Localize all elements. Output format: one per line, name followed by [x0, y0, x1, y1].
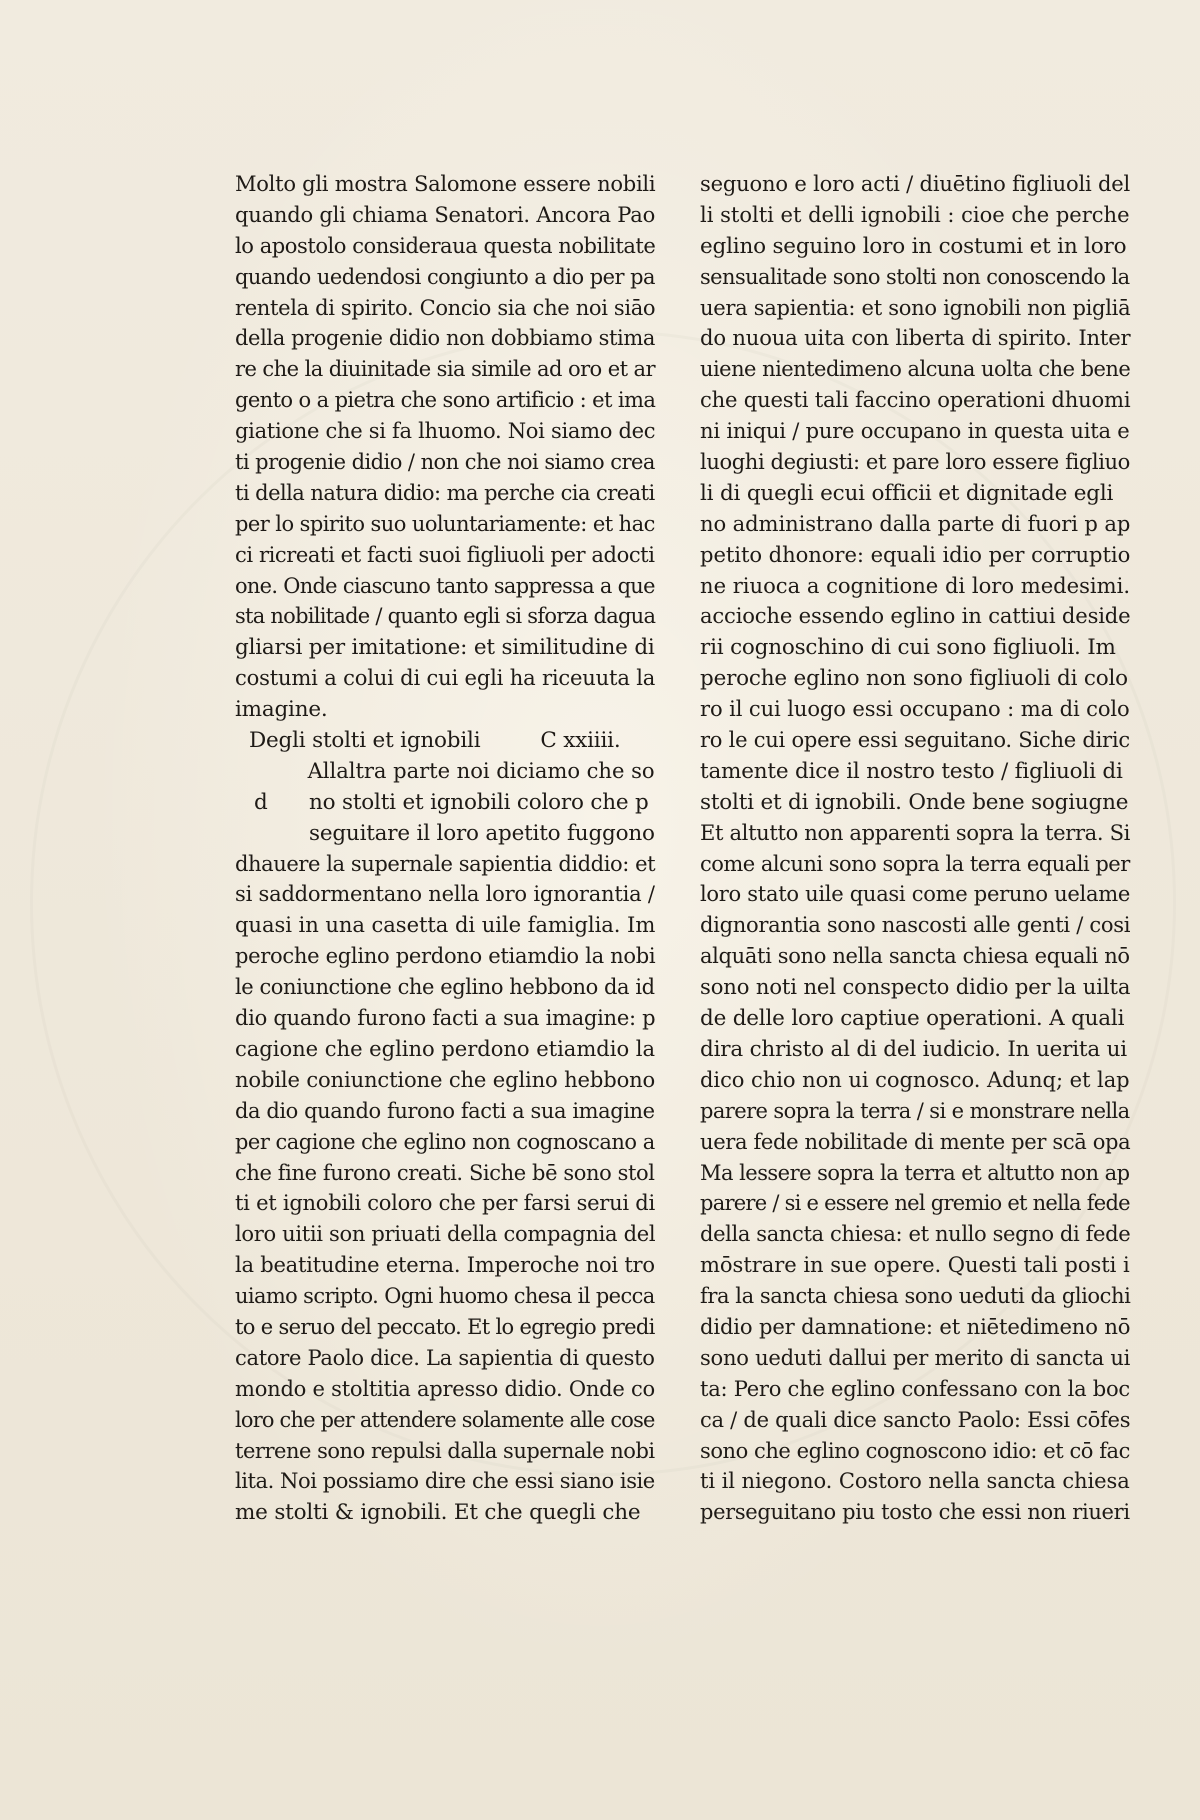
text-line: didio per damnatione: et niētedimeno nō	[700, 1314, 1131, 1340]
text-line: della sancta chiesa: et nullo segno di fede	[700, 1222, 1131, 1248]
text-line: de delle loro captiue operationi. A quali	[700, 1006, 1125, 1032]
text-line: luoghi degiusti: et pare loro essere figliuo	[700, 450, 1130, 476]
text-line: cagione che eglino perdono etiamdio la	[235, 1036, 656, 1062]
text-line: quando uedendosi congiunto a dio per pa	[235, 264, 655, 290]
text-line: terrene sono repulsi dalla supernale nobi	[235, 1438, 655, 1464]
text-line: seguono e loro acti / diuētino figliuoli del	[700, 172, 1131, 197]
text-line: do nuoua uita con liberta di spirito. Inter	[700, 326, 1131, 352]
text-line: li stolti et delli ignobili : cioe che perche	[700, 202, 1130, 228]
text-line: petito dhonore: equali idio per corruptio	[700, 542, 1131, 568]
text-line: dignorantia sono nascosti alle genti / cosi	[700, 913, 1131, 939]
text-line: sensualitade sono stolti non conoscendo la	[700, 264, 1130, 290]
text-line: ta: Pero che eglino confessano con la boc	[700, 1376, 1130, 1402]
text-line: ti progenie didio / non che noi siamo crea	[235, 450, 655, 476]
text-line: per cagione che eglino non cognoscano a	[235, 1129, 655, 1155]
text-line: uiamo scripto. Ogni huomo chesa il pecca	[235, 1284, 655, 1310]
text-line: Ma lessere sopra la terra et altutto non ap	[700, 1160, 1130, 1186]
text-line: costumi a colui di cui egli ha riceuuta la	[235, 666, 656, 692]
text-line: nobile coniunctione che eglino hebbono	[235, 1067, 656, 1093]
text-line: ca / de quali dice sancto Paolo: Essi cōfes	[700, 1407, 1131, 1433]
text-line: dio quando furono facti a sua imagine: p	[235, 1006, 656, 1032]
text-line: parere / si e essere nel gremio et nella fede	[700, 1191, 1130, 1217]
text-line: dico chio non ui cognosco. Adunq; et lap	[700, 1067, 1130, 1093]
text-line: one. Onde ciascuno tanto sappressa a que	[235, 573, 655, 599]
text-line: peroche eglino non sono figliuoli di colo	[700, 666, 1128, 692]
text-line: imagine.	[235, 697, 328, 723]
text-line: ro le cui opere essi seguitano. Siche diric	[700, 728, 1130, 754]
text-line: Et altutto non apparenti sopra la terra. Si	[700, 820, 1131, 846]
text-line: sono noti nel conspecto didio per la uilta	[700, 975, 1131, 1001]
text-line: rentela di spirito. Concio sia che noi siāo	[235, 295, 656, 321]
text-line: sono che eglino cognoscono idio: et cō fac	[700, 1438, 1130, 1464]
chapter-title: Degli stolti et ignobili	[249, 728, 481, 754]
text-line: la beatitudine eterna. Imperoche noi tro	[235, 1253, 655, 1279]
text-line: per lo spirito suo uoluntariamente: et hac	[235, 511, 655, 537]
text-line: alquāti sono nella sancta chiesa equali nō	[700, 944, 1130, 970]
text-line: dira christo al di del iudicio. In uerita ui	[700, 1036, 1127, 1062]
text-line: ti et ignobili coloro che per farsi serui di	[235, 1191, 655, 1217]
text-line: peroche eglino perdono etiamdio la nobi	[235, 944, 656, 970]
text-line: me stolti & ignobili. Et che quegli che	[235, 1500, 641, 1526]
text-line: mondo e stoltitia apresso didio. Onde co	[235, 1376, 655, 1402]
text-line: lo apostolo consideraua questa nobilitate	[235, 233, 656, 259]
text-line: ro il cui luogo essi occupano : ma di colo	[700, 697, 1130, 723]
text-line: tamente dice il nostro testo / figliuoli di	[700, 758, 1123, 784]
chapter-number: C xxiiii.	[540, 728, 621, 754]
text-line: ti della natura didio: ma perche cia creati	[235, 480, 655, 506]
text-line: giatione che si fa lhuomo. Noi siamo dec	[235, 419, 656, 445]
text-line: Molto gli mostra Salomone essere nobili	[235, 172, 656, 197]
text-line: ni iniqui / pure occupano in questa uita e	[700, 419, 1130, 445]
text-line: re che la diuinitade sia simile ad oro et ar	[235, 357, 655, 383]
text-line: le coniunctione che eglino hebbono da id	[235, 975, 655, 1001]
text-line: eglino seguino loro in costumi et in loro	[700, 233, 1127, 259]
text-line: gento o a pietra che sono artificio : et ima	[235, 388, 656, 414]
text-line: gliarsi per imitatione: et similitudine di	[235, 635, 655, 661]
text-line: uiene nientedimeno alcuna uolta che bene	[700, 357, 1131, 383]
text-line: uera fede nobilitade di mente per scā opa	[700, 1129, 1131, 1155]
text-line: rii cognoschino di cui sono figliuoli. Im	[700, 635, 1116, 661]
text-line: no administrano dalla parte di fuori p ap	[700, 511, 1131, 537]
text-line: lita. Noi possiamo dire che essi siano isie	[235, 1469, 655, 1495]
text-line: mōstrare in sue opere. Questi tali posti i	[700, 1253, 1130, 1279]
text-line: che fine furono creati. Siche bē sono stol	[235, 1160, 655, 1186]
text-line: loro uitii son priuati della compagnia del	[235, 1222, 656, 1248]
right-text-column	[700, 170, 1130, 1529]
text-line: fra la sancta chiesa sono ueduti da gliochi	[700, 1284, 1131, 1310]
text-line: uera sapientia: et sono ignobili non pigliā	[700, 295, 1131, 321]
text-line: loro che per attendere solamente alle cose	[235, 1407, 655, 1433]
text-line: li di quegli ecui officii et dignitade egli	[700, 480, 1114, 506]
chapter-opening	[235, 757, 655, 850]
text-line: ti il niegono. Costoro nella sancta chiesa	[700, 1469, 1130, 1495]
text-line: che questi tali faccino operationi dhuomi	[700, 388, 1131, 414]
text-line: loro stato uile quasi come peruno uelame	[700, 882, 1131, 908]
text-line: da dio quando furono facti a sua imagine	[235, 1098, 655, 1124]
text-line: si saddormentano nella loro ignorantia /	[235, 882, 655, 908]
initial-letter-guide: d	[254, 789, 268, 815]
text-line: ne riuoca a cognitione di loro medesimi.	[700, 573, 1131, 599]
text-line: seguitare il loro apetito fuggono	[309, 820, 655, 846]
text-line: parere sopra la terra / si e monstrare nella	[700, 1098, 1130, 1124]
text-line: no stolti et ignobili coloro che p	[309, 789, 649, 815]
text-line: della progenie didio non dobbiamo stima	[235, 326, 655, 352]
chapter-heading	[235, 726, 655, 757]
text-line: Allaltra parte noi diciamo che so	[307, 758, 655, 784]
text-line: sono ueduti dallui per merito di sancta ui	[700, 1345, 1131, 1371]
text-line: catore Paolo dice. La sapientia di questo	[235, 1345, 655, 1371]
text-line: quando gli chiama Senatori. Ancora Pao	[235, 202, 656, 228]
text-line: come alcuni sono sopra la terra equali per	[700, 851, 1130, 877]
text-line: accioche essendo eglino in cattiui deside	[700, 604, 1131, 630]
text-line: dhauere la supernale sapientia diddio: et	[235, 851, 656, 877]
text-line: to e seruo del peccato. Et lo egregio predi	[235, 1314, 655, 1340]
text-line: stolti et di ignobili. Onde bene sogiugne	[700, 789, 1129, 815]
text-line: sta nobilitade / quanto egli si sforza dagua	[235, 604, 656, 630]
text-line: quasi in una casetta di uile famiglia. Im	[235, 913, 656, 939]
text-line: perseguitano piu tosto che essi non riueri	[700, 1500, 1130, 1526]
left-text-column	[235, 170, 655, 1529]
text-line: ci ricreati et facti suoi figliuoli per adocti	[235, 542, 655, 568]
